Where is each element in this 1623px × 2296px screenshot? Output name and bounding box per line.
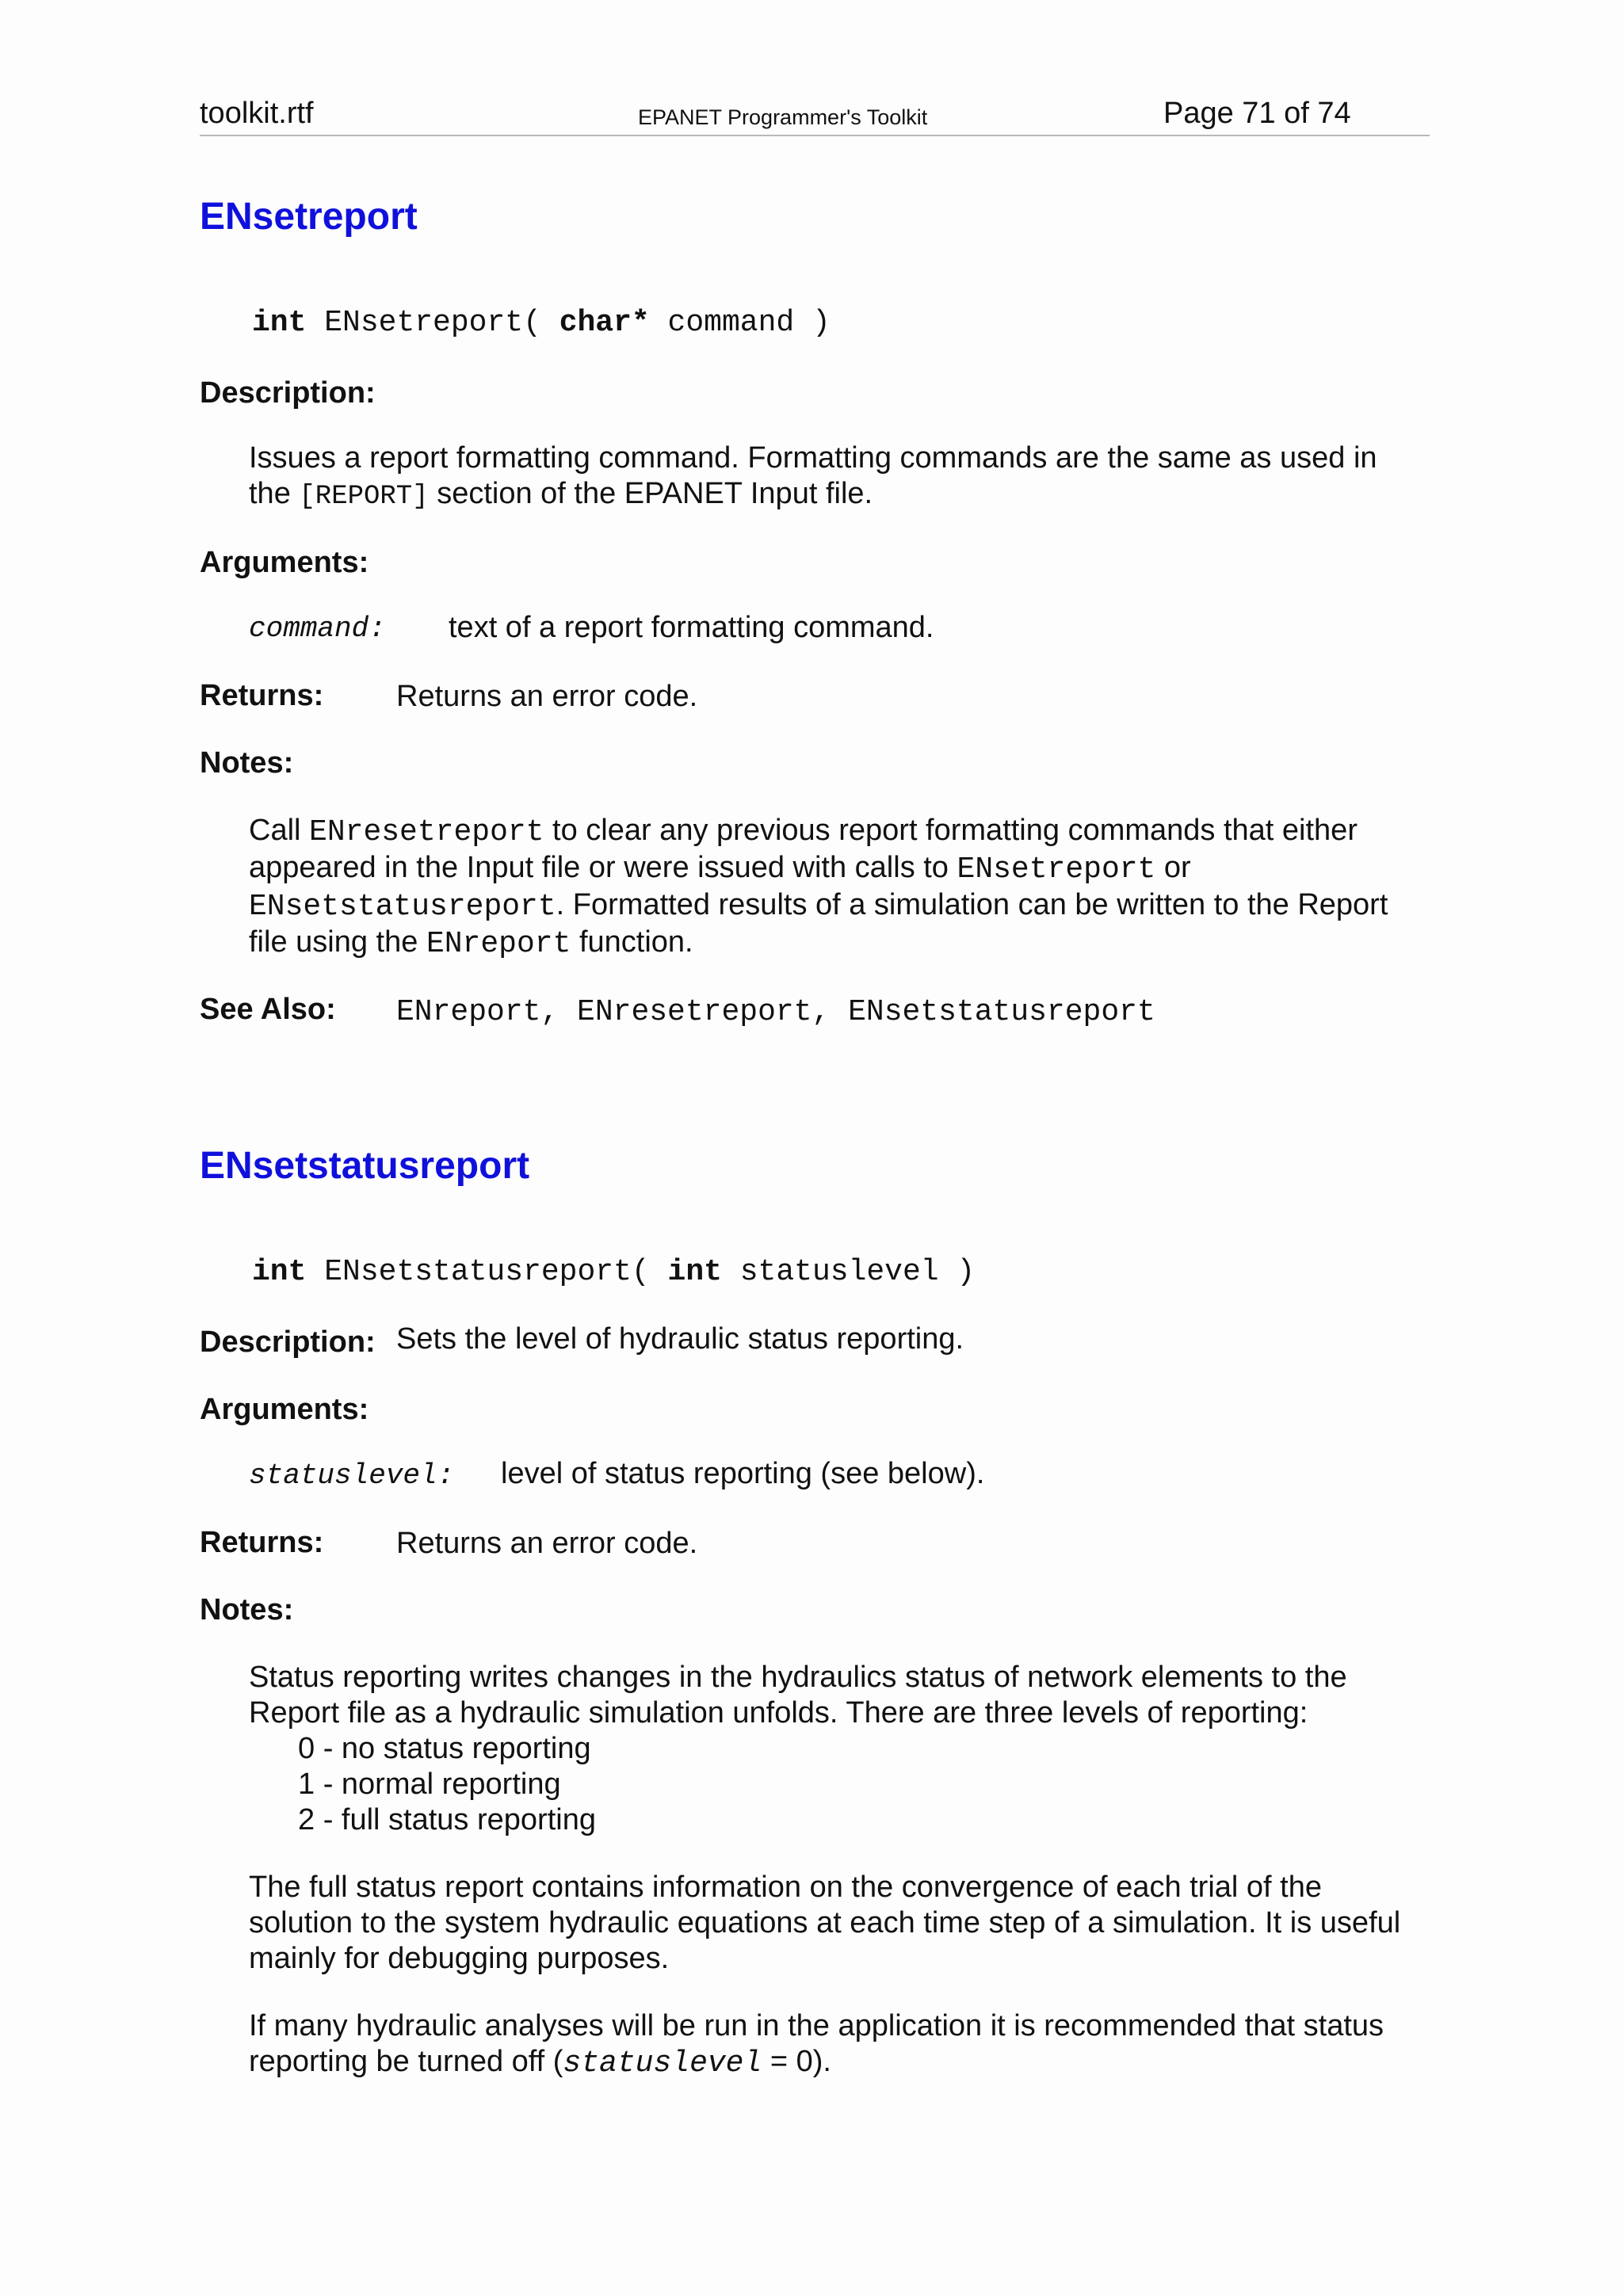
header-doc-title: EPANET Programmer's Toolkit [638, 105, 928, 129]
notes-line: The full status report contains information on the convergence of each trial of the [249, 1871, 1322, 1904]
see-also-links: ENreport, ENresetreport, ENsetstatusreport [396, 995, 1155, 1029]
section-title-ensetstatusreport: ENsetstatusreport [200, 1145, 530, 1187]
notes-line: mainly for debugging purposes. [249, 1942, 670, 1975]
header-filename: toolkit.rtf [200, 97, 314, 130]
notes-line: appeared in the Input file or were issued with calls to ENsetreport or [249, 851, 1191, 887]
prototype-function-name: ENsetstatusreport( [324, 1255, 650, 1289]
description-label: Description: [200, 1325, 376, 1359]
notes-line: file using the ENreport function. [249, 925, 693, 961]
function-prototype [252, 1255, 975, 1289]
status-level-list [249, 1731, 1400, 1838]
code-statuslevel: statuslevel [563, 2046, 762, 2081]
prototype-return-type: int [252, 306, 307, 340]
notes-text [249, 1660, 1400, 2081]
prototype-function-name: ENsetreport( [324, 306, 541, 340]
description-text [249, 441, 1377, 515]
argument-description: text of a report formatting command. [449, 611, 934, 644]
code-enresetreport: ENresetreport [309, 815, 544, 849]
notes-line: ENsetstatusreport. Formatted results of a simulation can be written to the Report [249, 888, 1388, 924]
argument-name: command: [249, 612, 386, 645]
notes-line: Report file as a hydraulic simulation unfolds. There are three levels of reporting: [249, 1696, 1308, 1730]
list-item: 1 - normal reporting [298, 1768, 561, 1801]
prototype-param-type: char* [559, 306, 650, 340]
notes-line: If many hydraulic analyses will be run in the application it is recommended that status [249, 2009, 1384, 2042]
returns-text: Returns an error code. [396, 1527, 698, 1560]
description-text: Sets the level of hydraulic status reporting. [396, 1322, 964, 1356]
returns-text: Returns an error code. [396, 680, 698, 713]
arguments-label: Arguments: [200, 1393, 369, 1426]
notes-label: Notes: [200, 1593, 294, 1627]
description-line: Issues a report formatting command. Formatting commands are the same as used in [249, 441, 1377, 475]
function-prototype [252, 306, 831, 340]
see-also-label: See Also: [200, 993, 336, 1026]
prototype-close-paren: ) [957, 1255, 976, 1289]
section-title-ensetreport: ENsetreport [200, 196, 418, 238]
code-ensetstatusreport: ENsetstatusreport [249, 890, 556, 924]
argument-name: statuslevel: [249, 1459, 455, 1492]
notes-line: Status reporting writes changes in the hydraulics status of network elements to the [249, 1661, 1347, 1694]
code-ensetreport: ENsetreport [957, 852, 1156, 887]
list-item: 0 - no status reporting [298, 1732, 591, 1765]
prototype-close-paren: ) [812, 306, 831, 340]
prototype-param-name: statuslevel [739, 1255, 939, 1289]
returns-label: Returns: [200, 679, 324, 712]
header-divider [200, 135, 1430, 136]
notes-line: reporting be turned off (statuslevel = 0). [249, 2045, 831, 2081]
code-report-section: [REPORT] [299, 482, 429, 512]
argument-description: level of status reporting (see below). [501, 1457, 985, 1490]
arguments-label: Arguments: [200, 546, 369, 579]
description-label: Description: [200, 376, 376, 410]
notes-line: solution to the system hydraulic equations at each time step of a simulation. It is useful [249, 1906, 1401, 1939]
header-page-number: Page 71 of 74 [1163, 97, 1351, 130]
prototype-return-type: int [252, 1255, 307, 1289]
notes-label: Notes: [200, 746, 294, 780]
returns-label: Returns: [200, 1526, 324, 1559]
prototype-param-name: command [667, 306, 795, 340]
notes-line: Call ENresetreport to clear any previous report formatting commands that either [249, 814, 1358, 849]
code-enreport: ENreport [426, 927, 571, 961]
description-line: the [REPORT] section of the EPANET Input file. [249, 477, 873, 512]
notes-text [249, 813, 1388, 962]
prototype-param-type: int [667, 1255, 722, 1289]
list-item: 2 - full status reporting [298, 1803, 596, 1836]
